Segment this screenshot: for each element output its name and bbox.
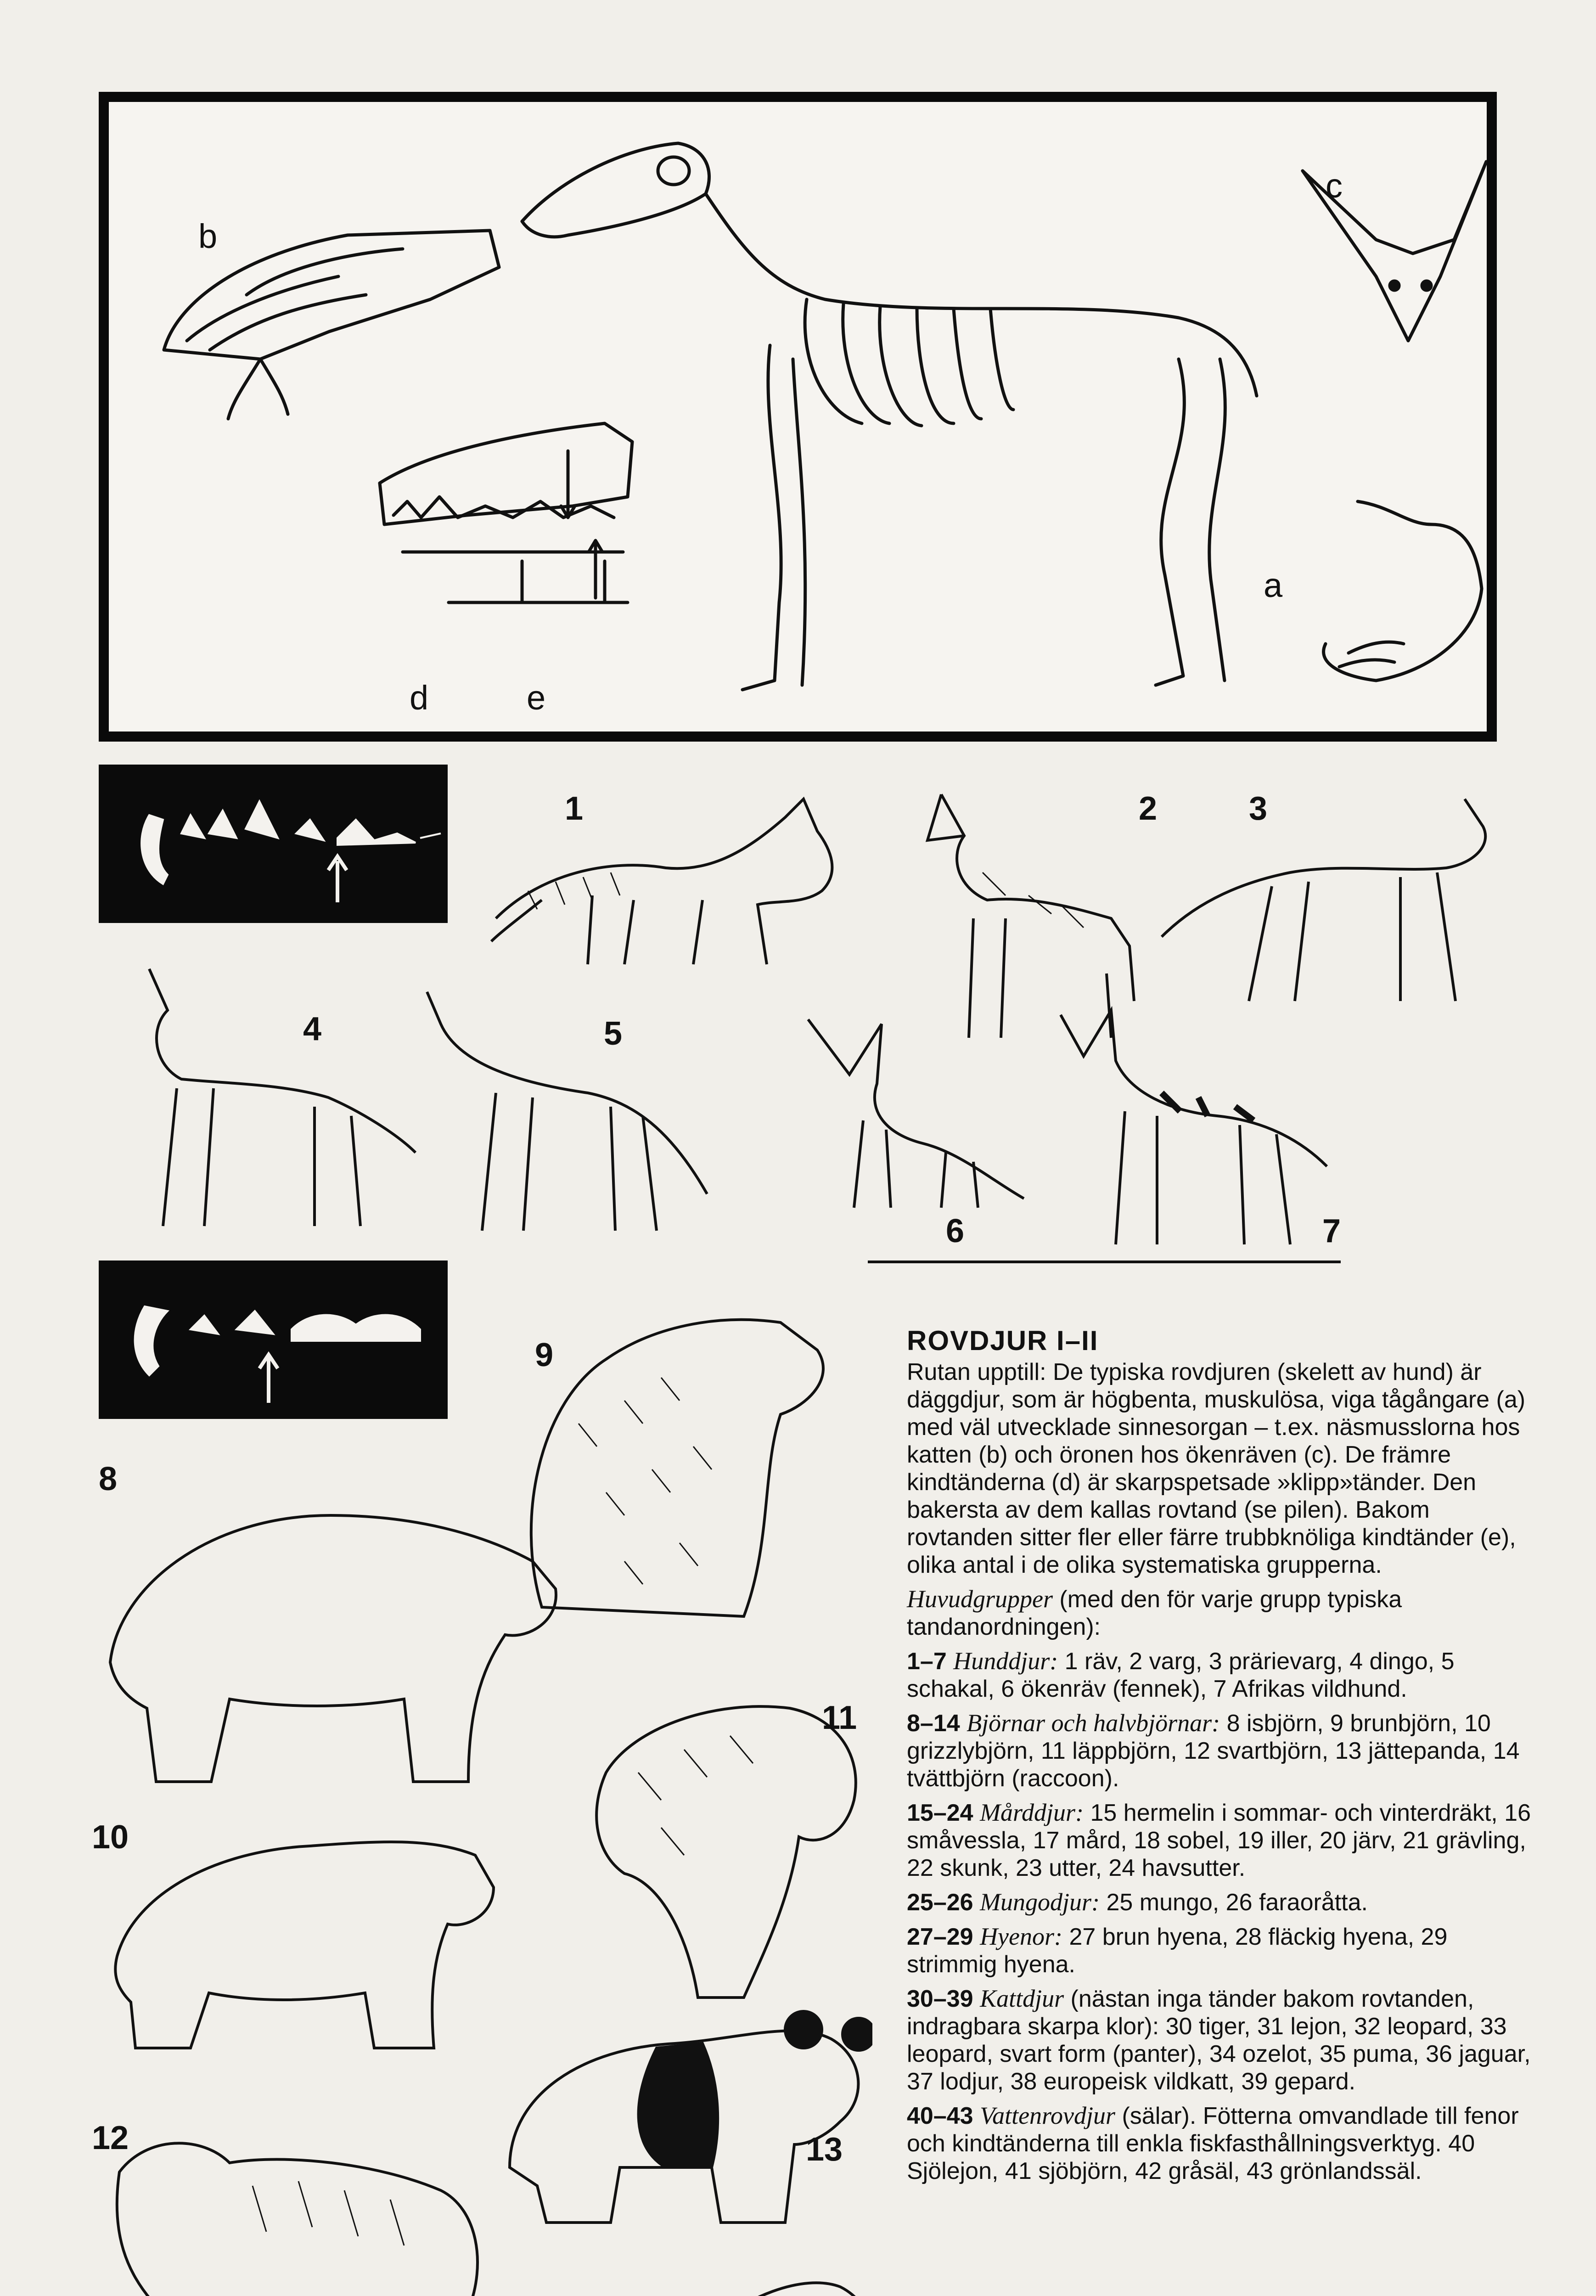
caption-title: ROVDJUR I–II bbox=[907, 1325, 1099, 1356]
caption bbox=[907, 1327, 1540, 2191]
group-entry bbox=[907, 1985, 1540, 2095]
fig-num-2: 2 bbox=[1139, 790, 1158, 827]
fig-num-8: 8 bbox=[99, 1461, 118, 1497]
group-entry bbox=[907, 1709, 1540, 1792]
fennec-illustration bbox=[794, 1006, 1033, 1226]
dingo-illustration bbox=[122, 960, 425, 1244]
grizzly-bear-illustration bbox=[99, 1809, 503, 2062]
jackal-illustration bbox=[413, 974, 725, 1249]
group-text: 8 isbjörn, 9 brunbjörn, 10 grizzlybjörn, 11 läppbjörn, 12 svartbjörn, 13 jättepanda, 14 tvättbjörn (raccoon). bbox=[907, 1710, 1520, 1792]
group-text: 27 brun hyena, 28 fläckig hyena, 29 strimmig hyena. bbox=[907, 1924, 1448, 1978]
group-range: 30–39 bbox=[907, 1986, 973, 2012]
raccoon-illustration bbox=[546, 2236, 895, 2296]
group-text: (sälar). Fötterna omvandlade till fenor och kindtänderna till enkla fiskfasthållningsverktyg. 40 Sjölejon, 41 sjöbjörn, 42 gråsäl, 43 grönlandssäl. bbox=[907, 2103, 1519, 2184]
fig-num-5: 5 bbox=[604, 1015, 623, 1052]
label-b: b bbox=[198, 217, 218, 255]
caption-intro: Rutan upptill: De typiska rovdjuren (skelett av hund) är däggdjur, som är högbenta, muskulösa, viga tågångare (a) med väl utvecklade sinnesorgan – t.ex. näsmusslorna hos katten (b) och öronen hos ökenräven (c). De främre kindtänderna (d) är skarpspetsade »klipp»tänder. Den bakersta av dem kallas rovtand (se pilen). Bakom rovtanden sitter fler eller färre trubbknöliga kindtänder (e), olika antal i de olika systematiska grupperna. bbox=[907, 1359, 1526, 1578]
caption-rule bbox=[868, 1261, 1341, 1263]
group-range: 8–14 bbox=[907, 1710, 960, 1737]
group-entry bbox=[907, 1888, 1540, 1916]
dog-teeth-panel bbox=[99, 765, 448, 923]
group-entry bbox=[907, 1799, 1540, 1882]
fig-num-7: 7 bbox=[1322, 1213, 1341, 1249]
fig-num-13: 13 bbox=[806, 2131, 843, 2168]
fox-illustration bbox=[473, 781, 863, 974]
giant-panda-illustration bbox=[482, 1993, 872, 2236]
group-text: 15 hermelin i sommar- och vinterdräkt, 16 småvessla, 17 mård, 18 sobel, 19 iller, 20 järv, 21 grävling, 22 skunk, 23 utter, 24 havsutter. bbox=[907, 1800, 1531, 1881]
fig-num-3: 3 bbox=[1249, 790, 1268, 827]
group-range: 27–29 bbox=[907, 1924, 973, 1950]
label-a: a bbox=[1264, 566, 1283, 604]
groups-heading: Huvudgrupper bbox=[907, 1585, 1053, 1613]
group-name: Björnar och halvbjörnar: bbox=[967, 1709, 1220, 1737]
group-name: Vattenrovdjur bbox=[980, 2102, 1116, 2129]
wild-dog-illustration bbox=[1042, 1001, 1336, 1258]
coyote-illustration bbox=[1143, 781, 1520, 1019]
fig-num-1: 1 bbox=[565, 790, 584, 827]
fig-num-10: 10 bbox=[92, 1819, 129, 1856]
fig-num-4: 4 bbox=[303, 1011, 322, 1047]
group-entry bbox=[907, 1923, 1540, 1978]
dog-teeth-drawing bbox=[99, 765, 448, 923]
skeleton-figure-box bbox=[99, 92, 1497, 742]
bear-teeth-drawing bbox=[99, 1261, 448, 1419]
group-entry bbox=[907, 1647, 1540, 1703]
black-bear-illustration bbox=[92, 2117, 496, 2296]
fig-num-9: 9 bbox=[535, 1337, 554, 1373]
group-name: Mårddjur: bbox=[980, 1799, 1084, 1826]
fig-num-6: 6 bbox=[946, 1213, 965, 1249]
dog-skeleton-drawing bbox=[109, 102, 1487, 732]
group-name: Mungodjur: bbox=[980, 1888, 1100, 1916]
group-range: 1–7 bbox=[907, 1648, 947, 1675]
group-range: 25–26 bbox=[907, 1889, 973, 1916]
group-name: Kattdjur bbox=[980, 1985, 1064, 2012]
groups-intro: (med den för varje grupp typiska tandanordningen): bbox=[907, 1586, 1402, 1640]
label-e: e bbox=[527, 679, 546, 717]
group-name: Hyenor: bbox=[980, 1923, 1062, 1950]
group-text: 1 räv, 2 varg, 3 prärievarg, 4 dingo, 5 schakal, 6 ökenräv (fennek), 7 Afrikas vildhund. bbox=[907, 1648, 1455, 1702]
group-text: (nästan inga tänder bakom rovtanden, indragbara skarpa klor): 30 tiger, 31 lejon, 32 leopard, 33 leopard, svart form (panter), 34 ozelot, 35 puma, 36 jaguar, 37 lodjur, 38 europeisk vildkatt, 39 gepard. bbox=[907, 1986, 1531, 2095]
group-range: 15–24 bbox=[907, 1800, 973, 1826]
label-c: c bbox=[1326, 167, 1343, 205]
group-name: Hunddjur: bbox=[953, 1647, 1058, 1675]
bear-teeth-panel bbox=[99, 1261, 448, 1419]
fig-num-11: 11 bbox=[822, 1699, 857, 1736]
caption-groups-heading bbox=[907, 1585, 1540, 1641]
group-entry bbox=[907, 2102, 1540, 2185]
group-range: 40–43 bbox=[907, 2103, 973, 2129]
label-d: d bbox=[410, 679, 429, 717]
fig-num-12: 12 bbox=[92, 2120, 129, 2156]
polar-bear-illustration bbox=[92, 1469, 574, 1800]
group-text: 25 mungo, 26 faraoråtta. bbox=[1100, 1889, 1368, 1916]
